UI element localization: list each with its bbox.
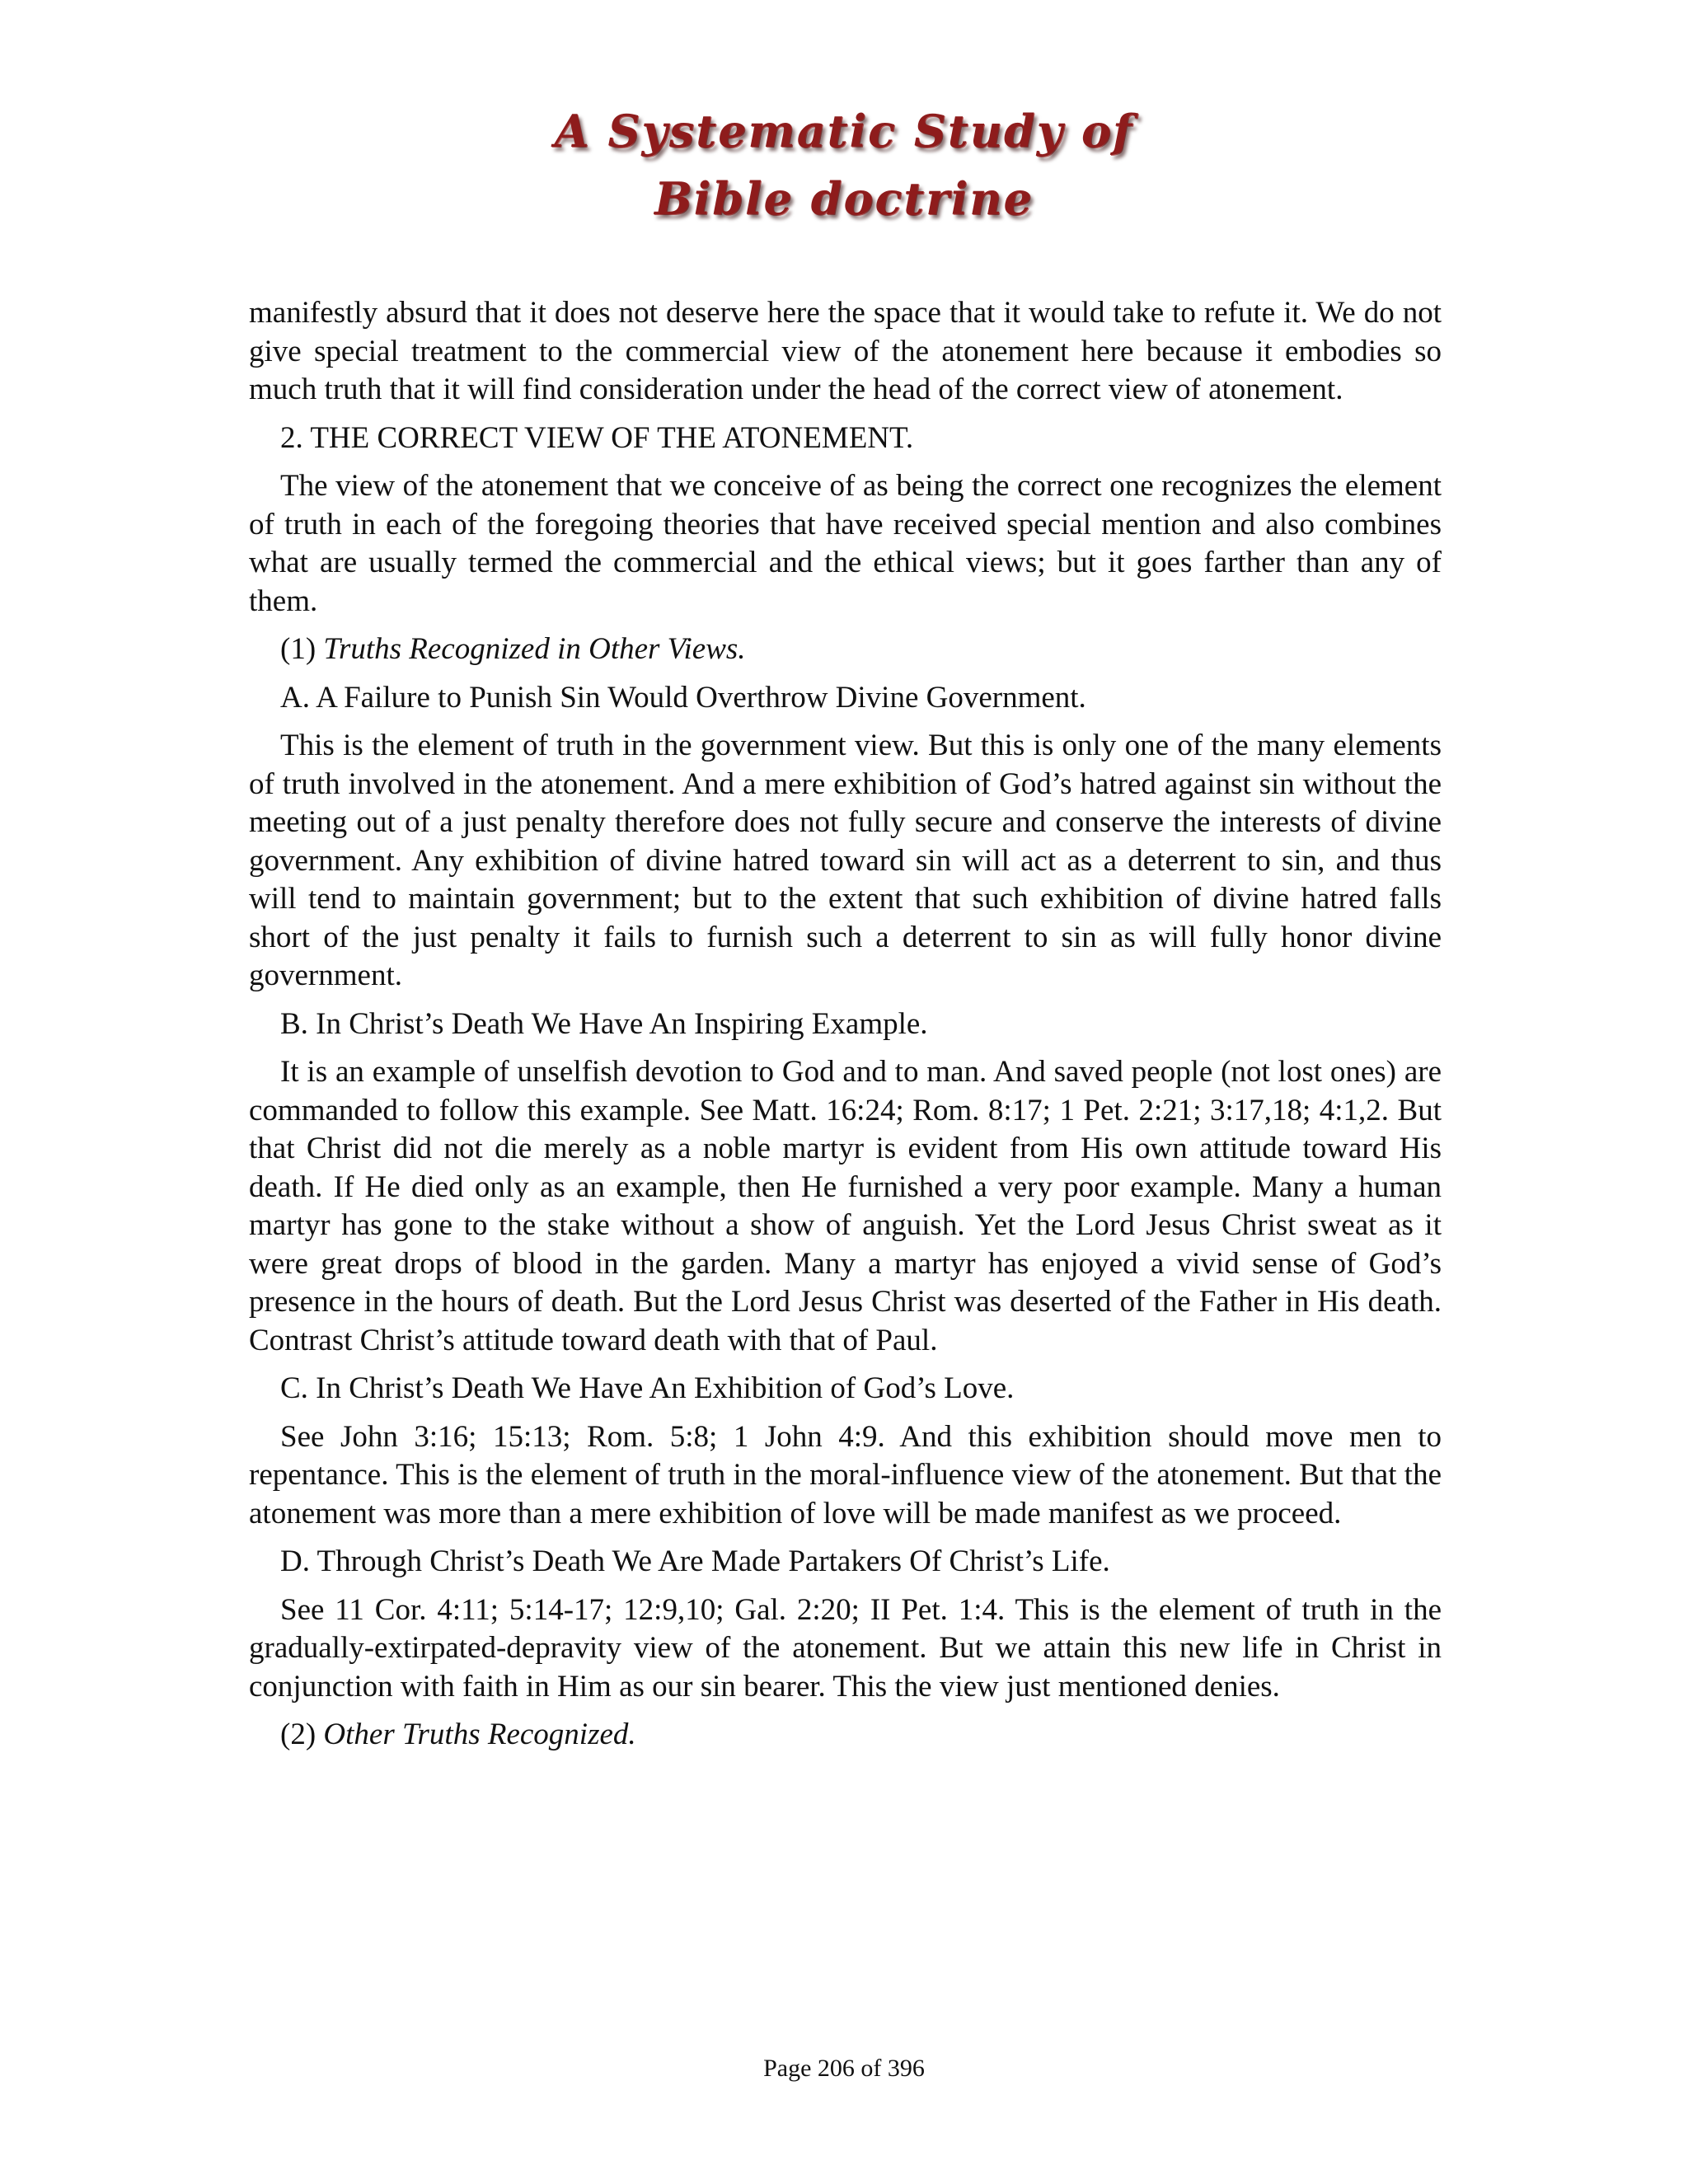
page-number: Page 206 of 396 bbox=[763, 2055, 925, 2082]
paragraph: See John 3:16; 15:13; Rom. 5:8; 1 John 4:9. And this exhibition should move men to repentance. This is the element of truth in the moral-influence view of the atonement. But that the atonement was more than a mere exhibition of love will be made manifest as we proceed. bbox=[249, 1419, 1442, 1530]
subsection-title: Other Truths Recognized. bbox=[323, 1718, 636, 1751]
subsection-number: (1) bbox=[280, 632, 316, 666]
subsection-heading bbox=[249, 1716, 1442, 1755]
paragraph: This is the element of truth in the government view. But this is only one of the many elements of truth involved in the atonement. And a mere exhibition of God’s hatred against sin without the meeting out of a just penalty therefore does not fully secure and conserve the interests of divine government. Any exhibition of divine hatred toward sin will act as a deterrent to sin, and thus will tend to maintain government; but to the extent that such exhibition of divine hatred falls short of the just penalty it fails to furnish such a deterrent to sin as will fully honor divine government. bbox=[249, 729, 1442, 992]
book-title-logo bbox=[555, 97, 1133, 232]
point-heading: B. In Christ’s Death We Have An Inspiring Example. bbox=[280, 1006, 928, 1041]
subsection-title: Truths Recognized in Other Views. bbox=[323, 632, 746, 666]
book-title-line-1: A Systematic Study of bbox=[554, 105, 1134, 157]
section-heading: 2. THE CORRECT VIEW OF THE ATONEMENT. bbox=[280, 420, 914, 455]
page-body bbox=[249, 294, 1442, 1765]
paragraph-continued: manifestly absurd that it does not deserve here the space that it would take to refute it. We do not give special treatment to the commercial view of the atonement here because it embodies so much truth that it will find consideration under the head of the correct view of atonement. bbox=[249, 296, 1442, 406]
point-heading: D. Through Christ’s Death We Are Made Partakers Of Christ’s Life. bbox=[280, 1544, 1110, 1578]
paragraph: The view of the atonement that we conceive of as being the correct one recognizes the element of truth in each of the foregoing theories that have received special mention and also combines what are usually termed the commercial and the ethical views; but it goes farther than any of them. bbox=[249, 469, 1442, 618]
page-header bbox=[0, 97, 1688, 232]
point-heading: C. In Christ’s Death We Have An Exhibition of God’s Love. bbox=[280, 1371, 1015, 1405]
book-title-line-2: Bible doctrine bbox=[654, 172, 1034, 225]
paragraph: It is an example of unselfish devotion to God and to man. And saved people (not lost ones) are commanded to follow this example. See Matt. 16:24; Rom. 8:17; 1 Pet. 2:21; 3:17,18; 4:1,2. But that Christ did not die merely as a noble martyr is evident from His own attitude toward His death. If He died only as an example, then He furnished a very poor example. Many a human martyr has gone to the stake without a show of anguish. Yet the Lord Jesus Christ sweat as it were great drops of blood in the garden. Many a martyr has enjoyed a vivid sense of God’s presence in the hours of death. But the Lord Jesus Christ was deserted of the Father in His death. Contrast Christ’s attitude toward death with that of Paul. bbox=[249, 1055, 1442, 1357]
point-heading: A. A Failure to Punish Sin Would Overthrow Divine Government. bbox=[280, 680, 1086, 715]
subsection-heading bbox=[249, 630, 1442, 669]
paragraph: See 11 Cor. 4:11; 5:14-17; 12:9,10; Gal. 2:20; II Pet. 1:4. This is the element of truth in the gradually-extirpated-depravity view of the atonement. But we attain this new life in Christ in conjunction with faith in Him as our sin bearer. This the view just mentioned denies. bbox=[249, 1592, 1442, 1704]
subsection-number: (2) bbox=[280, 1718, 316, 1751]
